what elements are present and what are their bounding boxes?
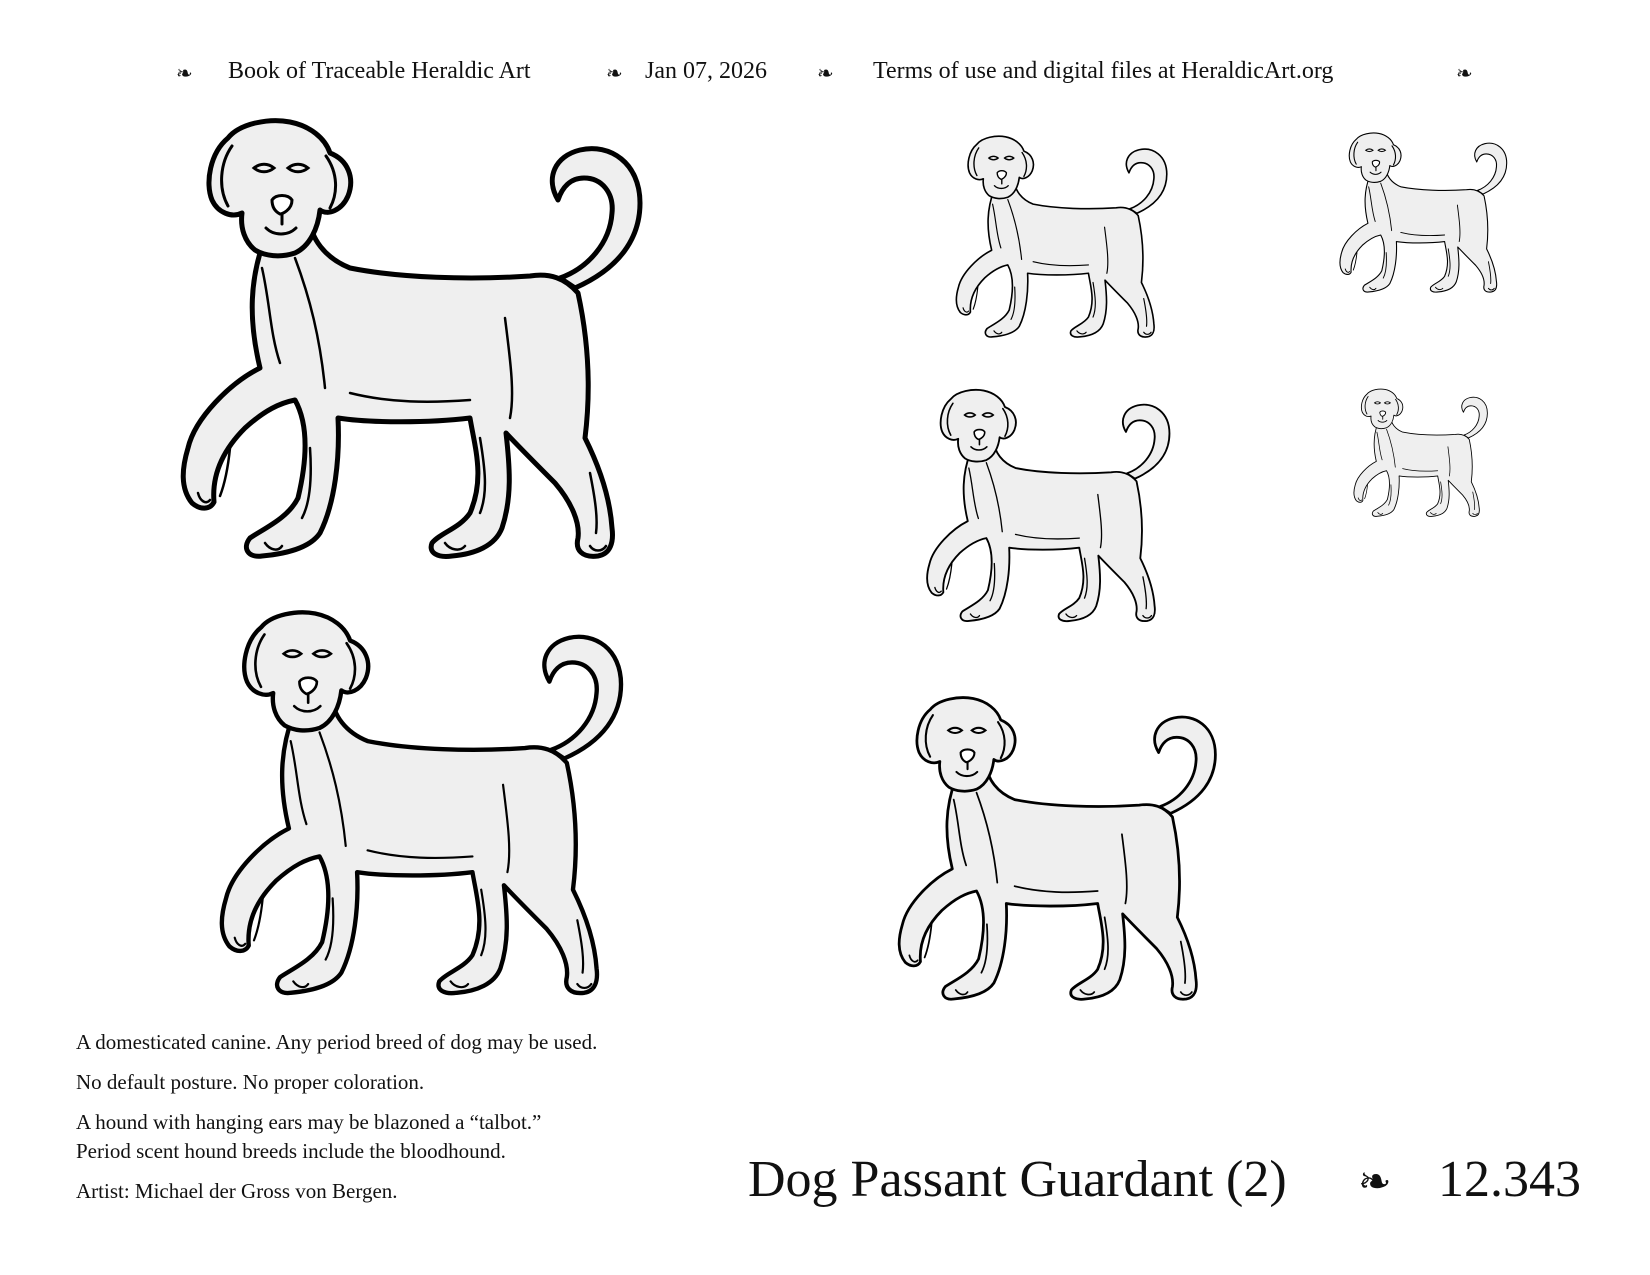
fleuron-ornament: ❧ [606, 63, 623, 85]
book-title: Book of Traceable Heraldic Art [228, 58, 531, 84]
plate-number: 12.343 [1438, 1151, 1581, 1208]
charge-name: Dog Passant Guardant (2) [748, 1151, 1287, 1208]
fleuron-ornament: ❧ [1358, 1159, 1392, 1204]
description-line: Period scent hound breeds include the bloodhound. [76, 1139, 506, 1163]
description-line: A domesticated canine. Any period breed of dog may be used. [76, 1030, 598, 1054]
dog-large-2 [210, 610, 665, 1012]
artist-credit: Artist: Michael der Gross von Bergen. [76, 1179, 398, 1203]
dog-tiny-1 [1335, 132, 1525, 300]
fleuron-ornament: ❧ [1456, 63, 1473, 85]
terms-notice: Terms of use and digital files at HeraldicArt.org [873, 58, 1334, 84]
dog-large-1 [170, 118, 690, 578]
page-header [0, 58, 1650, 94]
fleuron-ornament: ❧ [176, 63, 193, 85]
description-block [76, 1028, 756, 1217]
plate-title [748, 1150, 1598, 1210]
fleuron-ornament: ❧ [817, 63, 834, 85]
description-line: No default posture. No proper coloration. [76, 1070, 425, 1094]
description-line: A hound with hanging ears may be blazoned a “talbot.” [76, 1110, 542, 1134]
dog-medium [890, 695, 1250, 1015]
dog-small-2 [920, 388, 1196, 633]
dog-tiny-2 [1350, 388, 1502, 523]
dog-small-1 [950, 135, 1190, 347]
print-date: Jan 07, 2026 [645, 58, 767, 84]
